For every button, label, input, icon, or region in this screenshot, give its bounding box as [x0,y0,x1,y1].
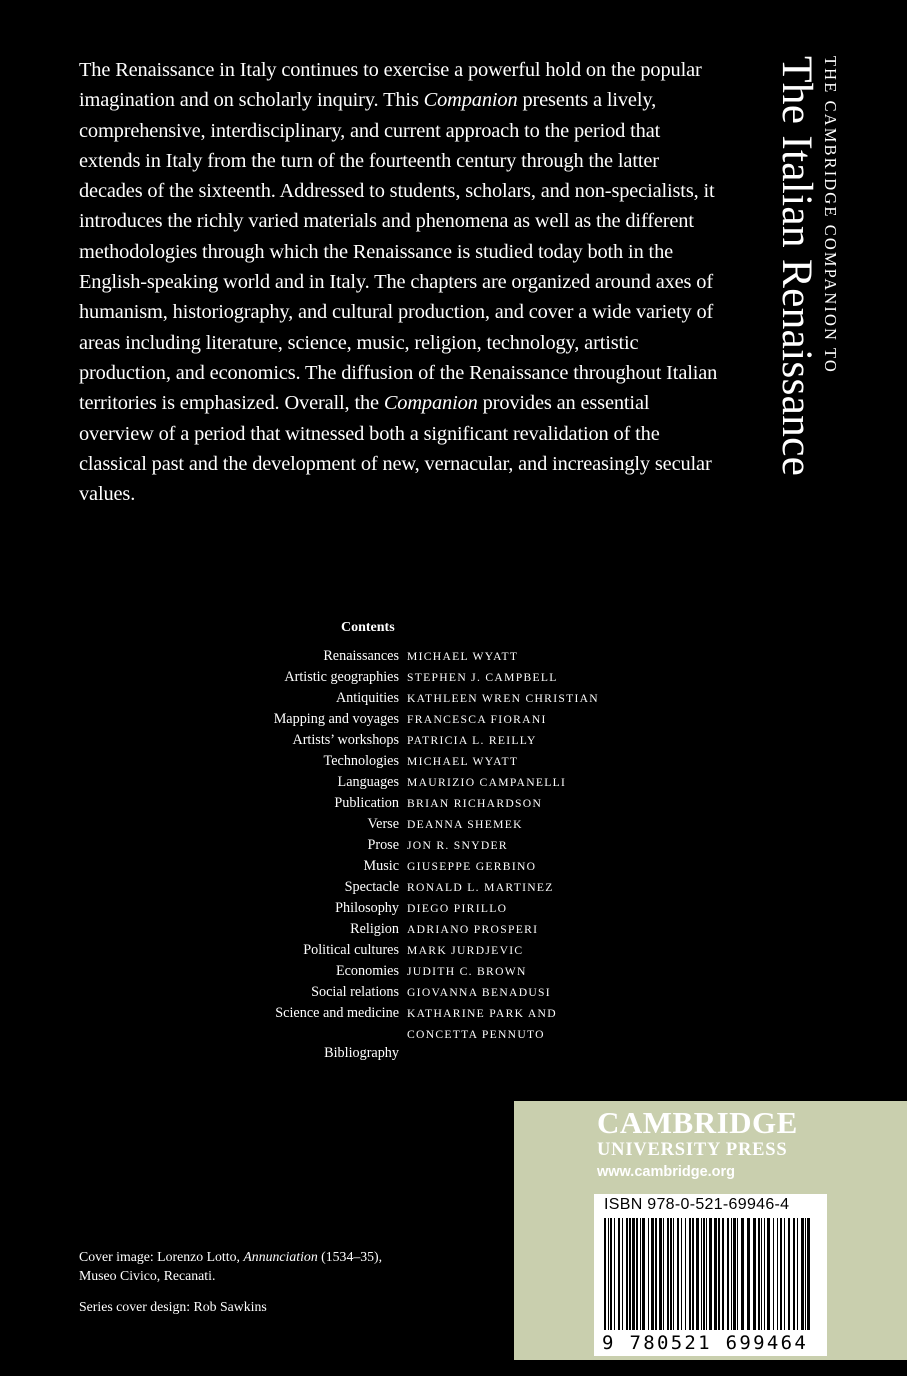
series-name: THE CAMBRIDGE COMPANION TO [821,56,840,374]
chapter-author: DIEGO PIRILLO [407,902,508,915]
contents-row [200,898,599,919]
chapter-author: JON R. SNYDER [407,839,508,852]
chapter-author: MARK JURDJEVIC [407,944,524,957]
chapter-title: Spectacle [344,879,399,895]
contents-row [200,877,599,898]
chapter-author: MICHAEL WYATT [407,755,519,768]
blurb-part: provides an essential overview of a period that witnessed both a significant revalidation of the classical past and the development of new, vernacular, and increasingly secular values. [79,392,712,506]
chapter-author: MICHAEL WYATT [407,650,519,663]
contents-row [200,940,599,961]
chapter-title: Political cultures [303,942,399,958]
barcode-icon [604,1218,817,1330]
cover-artwork-title: Annunciation [243,1249,318,1264]
isbn-label: ISBN 978-0-521-69946-4 [604,1196,790,1213]
contents-list [200,646,599,1066]
chapter-author: RONALD L. MARTINEZ [407,881,554,894]
chapter-author: STEPHEN J. CAMPBELL [407,671,558,684]
series-design-credit: Series cover design: Rob Sawkins [79,1299,267,1314]
contents-row [200,730,599,751]
chapter-title: Renaissances [323,648,399,664]
cover-credit-prefix: Cover image: Lorenzo Lotto, [79,1249,244,1264]
chapter-title: Science and medicine [275,1005,399,1021]
blurb-text [79,55,719,509]
blurb-part: presents a lively, comprehensive, interdisciplinary, and current approach to the period that extends in Italy from the turn of the fourteenth century through the latter decades of the sixteenth. Addressed to students, scholars, and non-specialists, it introduces the richly varied materials and phenomena as well as the different methodologies through which the Renaissance is studied today both in the English-speaking world and in Italy. The chapters are organized around axes of humanism, historiography, and cultural production, and cover a wide variety of areas including literature, science, music, religion, technology, artistic production, and economics. The diffusion of the Renaissance throughout Italian territories is emphasized. Overall, the [79,89,718,415]
contents-row [200,688,599,709]
contents-row [200,814,599,835]
chapter-title: Prose [367,837,399,853]
contents-row [200,646,599,667]
contents-row [200,982,599,1003]
cover-credit-location: Museo Civico, Recanati. [79,1268,216,1283]
contents-row [200,835,599,856]
cover-image-credit [79,1247,382,1285]
contents-row [200,667,599,688]
chapter-title: Antiquities [335,690,399,706]
contents-heading: Contents [341,620,395,635]
publisher-url: www.cambridge.org [597,1164,736,1180]
publisher-subtitle: UNIVERSITY PRESS [597,1140,788,1160]
chapter-title: Artistic geographies [284,669,399,685]
publisher-name: CAMBRIDGE [597,1105,798,1140]
contents-row [200,1003,599,1045]
chapter-author: JUDITH C. BROWN [407,965,527,978]
chapter-title: Technologies [323,753,399,769]
chapter-title: Artists’ workshops [292,732,399,748]
chapter-title: Religion [350,921,399,937]
contents-row [200,772,599,793]
barcode-panel [594,1194,827,1376]
spine-title-block [775,56,840,476]
chapter-title: Philosophy [335,900,399,916]
chapter-author: GIUSEPPE GERBINO [407,860,537,873]
chapter-title: Economies [335,963,399,979]
chapter-author: MAURIZIO CAMPANELLI [407,776,567,789]
blurb-emphasis: Companion [383,392,478,415]
blurb-part: The Renaissance in Italy continues to exercise a powerful hold on the popular imagination and on scholarly inquiry. This [79,59,702,112]
contents-row [200,961,599,982]
chapter-title: Languages [337,774,399,790]
book-title: The Italian Renaissance [773,56,821,477]
contents-row [200,751,599,772]
chapter-author: KATHARINE PARK AND CONCETTA PENNUTO [407,1007,557,1041]
publisher-box [514,1101,907,1376]
chapter-author: BRIAN RICHARDSON [407,797,543,810]
contents-row [200,793,599,814]
chapter-author: PATRICIA L. REILLY [407,734,537,747]
contents-row [200,1045,599,1066]
chapter-author: ADRIANO PROSPERI [407,923,539,936]
chapter-title: Music [363,858,399,874]
chapter-author: KATHLEEN WREN CHRISTIAN [407,692,599,705]
contents-row [200,856,599,877]
barcode-digits: 9 780521 699464 > [602,1332,809,1376]
chapter-title: Publication [334,795,399,811]
contents-row [200,709,599,730]
chapter-title: Social relations [311,984,399,1000]
contents-row [200,919,599,940]
chapter-title: Verse [367,816,399,832]
blurb-emphasis: Companion [423,89,518,112]
chapter-author: FRANCESCA FIORANI [407,713,547,726]
cover-credit-date: (1534–35), [317,1249,383,1264]
chapter-author: DEANNA SHEMEK [407,818,523,831]
chapter-title: Mapping and voyages [273,711,399,727]
chapter-author: GIOVANNA BENADUSI [407,986,551,999]
chapter-title: Bibliography [324,1045,399,1061]
